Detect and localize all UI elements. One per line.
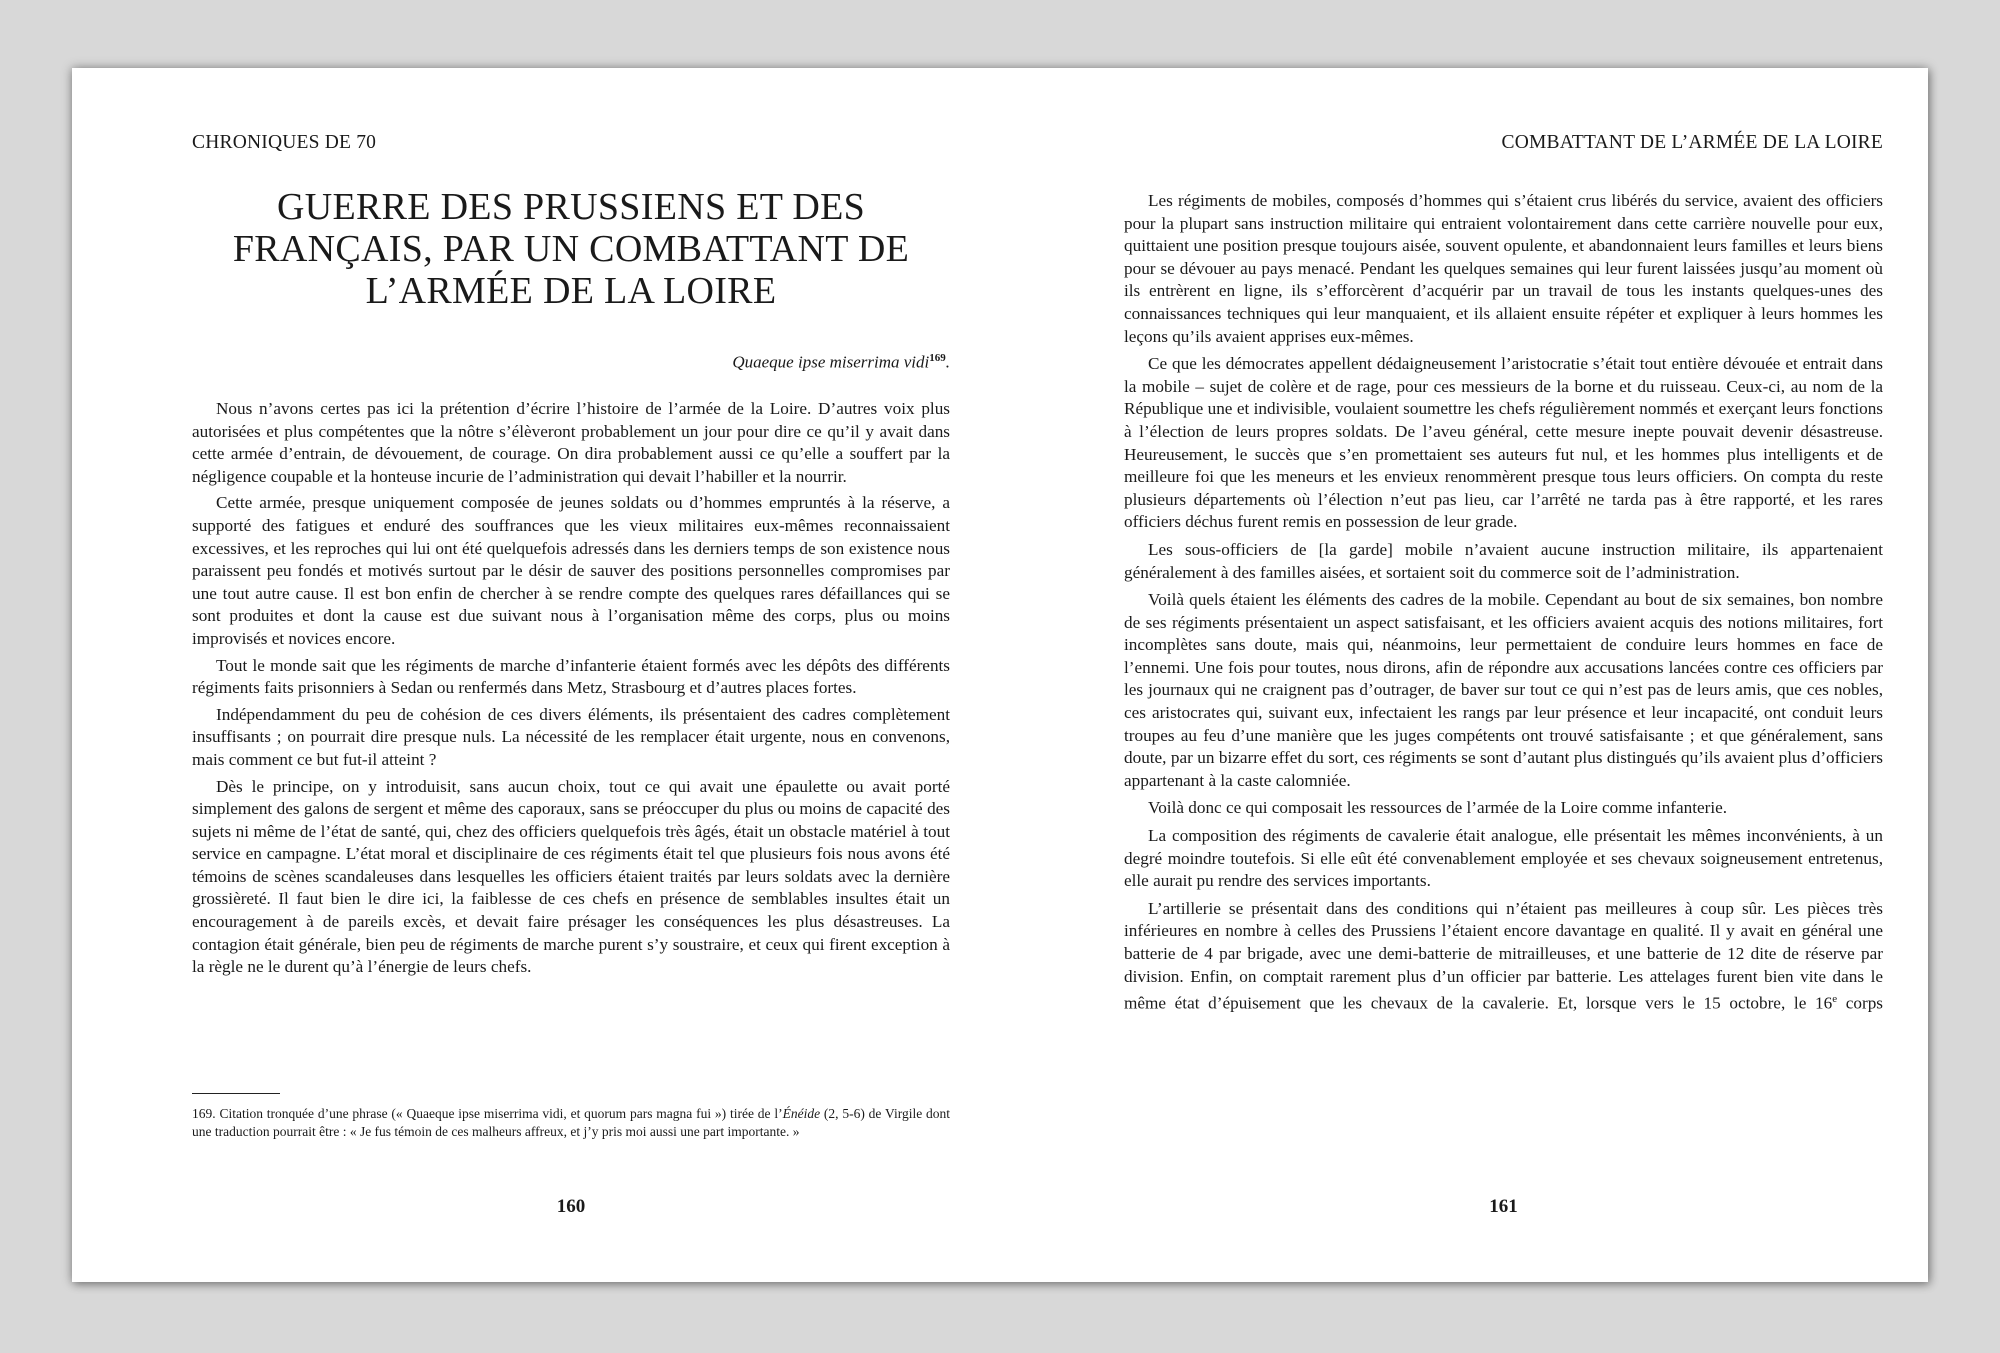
left-page bbox=[192, 68, 950, 1282]
paragraph-text: L’artillerie se présentait dans des conditions qui n’étaient pas meilleures à coup sûr. Les pièces très inférieures en nombre à celles des Prussiens l’étaient encore davantage en qualité. Il y avait en général une batterie de 4 par brigade, avec une demi-batterie de mitrailleuses, et une batterie de 12 dite de réserve par division. Enfin, on comptait rarement plus d’un officier par batterie. Les attelages furent bien vite dans le même état d’épuisement que les chevaux de la cavalerie. Et, lorsque vers le 15 octobre, le 16 bbox=[1124, 898, 1883, 1013]
right-body-text bbox=[1124, 190, 1883, 1021]
paragraph: Les régiments de mobiles, composés d’hommes qui s’étaient crus libérés du service, avaient des officiers pour la plupart sans instruction militaire qui entraient volontairement dans cette carrière nouvelle pour eux, quittaient une position presque toujours aisée, souvent opulente, et abandonnaient leurs familles et leurs biens pour se dévouer au pays menacé. Pendant les quelques semaines qui leur furent laissées jusqu’au moment où ils entrèrent en ligne, ils s’efforcèrent d’acquérir par un travail de tous les instants quelques-unes des connaissances techniques qui leur manquaient, et ils allaient ensuite répéter et expliquer à leurs hommes les leçons qu’ils avaient apprises eux-mêmes. bbox=[1124, 191, 1883, 346]
right-page bbox=[1124, 68, 1883, 1282]
chapter-title-line: L’ARMÉE DE LA LOIRE bbox=[365, 270, 777, 312]
paragraph: La composition des régiments de cavalerie était analogue, elle présentait les mêmes inconvénients, à un degré moindre toutefois. Si elle eût été convenablement employée et ses chevaux soigneusement entretenus, elle aurait pu rendre des services importants. bbox=[1124, 826, 1883, 891]
chapter-title-line: FRANÇAIS, PAR UN COMBATTANT DE bbox=[232, 228, 910, 270]
running-head-left: CHRONIQUES DE 70 bbox=[192, 132, 377, 153]
superscript: e bbox=[1832, 993, 1838, 1006]
epigraph bbox=[732, 352, 950, 373]
epigraph-text: Quaeque ipse miserrima vidi bbox=[732, 352, 930, 372]
paragraph: Voilà quels étaient les éléments des cadres de la mobile. Cependant au bout de six semaines, bon nombre de ses régiments présentaient un aspect satisfaisant, et les officiers avaient acquis des notions militaires, fort incomplètes sans doute, mais qui, néanmoins, leur permettaient de conduire leurs hommes en face de l’ennemi. Une fois pour toutes, nous dirons, afin de répondre aux accusations lancées contre ces officiers par les journaux qui ne craignent pas d’outrager, de baver sur tout ce qui n’est pas de leurs amis, que ces nobles, ces aristocrates qui, suivant eux, infectaient les rangs par leur présence et leur incapacité, ont conduit leurs troupes au feu d’une manière que les juges compétents ont trouvé satisfaisante ; et que généralement, sans doute, par un bizarre effet du sort, ces régiments se sont d’autant plus distingués qu’ils avaient plus d’officiers appartenant à la caste calomniée. bbox=[1124, 590, 1883, 790]
page-number-right: 161 bbox=[1489, 1196, 1518, 1217]
paragraph: Indépendamment du peu de cohésion de ces divers éléments, ils présentaient des cadres complètement insuffisants ; on pourrait dire presque nuls. La nécessité de les remplacer était urgente, nous en convenons, mais comment ce but fut-il atteint ? bbox=[192, 704, 950, 769]
footnote bbox=[192, 1105, 950, 1141]
footnote-text: 169. Citation tronquée d’une phrase (« Quaeque ipse miserrima vidi, et quorum pars magna fui ») tirée de l’ bbox=[192, 1106, 783, 1121]
footnote-divider bbox=[192, 1093, 280, 1094]
paragraph: Nous n’avons certes pas ici la prétention d’écrire l’histoire de l’armée de la Loire. D’autres voix plus autorisées et plus compétentes que la nôtre s’élèveront probablement un jour pour dire ce qu’il y avait dans cette armée d’entrain, de dévouement, de courage. On dira probablement aussi ce qu’elle a souffert par la négligence coupable et la honteuse incurie de l’administration qui devait l’habiller et la nourrir. bbox=[192, 399, 950, 486]
book-spread bbox=[72, 68, 1928, 1282]
paragraph: Cette armée, presque uniquement composée de jeunes soldats ou d’hommes empruntés à la réserve, a supporté des fatigues et enduré des souffrances que les vieux militaires eux-mêmes reconnaissaient excessives, et les reproches qui lui ont été quelquefois adressés dans les derniers temps de son existence nous paraissent peu fondés et motivés surtout par le désir de sauver des positions personnelles compromises par une tout autre cause. Il est bon enfin de chercher à se rendre compte des quelques rares défaillances qui se sont produites et dont la cause est due suivant nous à l’organisation même des corps, plus ou moins improvisés et novices encore. bbox=[192, 493, 950, 648]
footnote-italic: Énéide bbox=[782, 1106, 821, 1121]
paragraph: Tout le monde sait que les régiments de marche d’infanterie étaient formés avec les dépôts des différents régiments faits prisonniers à Sedan ou renfermés dans Metz, Strasbourg et d’autres places fortes. bbox=[192, 655, 950, 698]
page-number-left: 160 bbox=[556, 1196, 586, 1217]
paragraph-last bbox=[1124, 898, 1883, 1016]
paragraph: Voilà donc ce qui composait les ressources de l’armée de la Loire comme infanterie. bbox=[1148, 798, 1728, 818]
paragraph: Ce que les démocrates appellent dédaigneusement l’aristocratie s’était tout entière dévouée et entrait dans la mobile – sujet de colère et de rage, pour ces messieurs de la borne et du ruisseau. Ceux-ci, au nom de la République une et indivisible, voulaient soumettre les chefs régulièrement nommés et exerçant leurs fonctions à l’élection de leurs propres soldats. De l’aveu général, cette mesure inepte pouvait devenir désastreuse. Heureusement, le succès que s’en promettaient ses auteurs fut nul, et les hommes plus intelligents et de meilleure foi que les meneurs et les envieux renommèrent presque tous leurs officiers. On compta du reste plusieurs départements où l’élection n’eut pas lieu, car l’arrêté ne tarda pas à être rapporté, et les rares officiers déchus furent remis en possession de leur grade. bbox=[1124, 354, 1883, 532]
left-body-text bbox=[192, 398, 950, 983]
chapter-title bbox=[192, 186, 950, 312]
paragraph: Les sous-officiers de [la garde] mobile n’avaient aucune instruction militaire, ils appartenaient généralement à des familles aisées, et sortaient soit du commerce soit de l’administration. bbox=[1124, 539, 1883, 582]
paragraph: Dès le principe, on y introduisit, sans aucun choix, tout ce qui avait une épaulette ou avait porté simplement des galons de sergent et même des caporaux, sans se préoccuper du plus ou moins de capacité des sujets ni même de l’état de santé, qui, chez des officiers quelquefois très âgés, était un obstacle matériel à tout service en campagne. L’état moral et disciplinaire de ces régiments était tel que plusieurs fois nous avons été témoins de scènes scandaleuses dans lesquelles les officiers étaient traités par leurs soldats avec la dernière grossièreté. Il faut bien le dire ici, la faiblesse de ces chefs en présence de semblables insultes était un encouragement à de pareils excès, et devait faire présager les conséquences les plus désastreuses. La contagion était générale, bien peu de régiments de marche purent s’y soustraire, et ceux qui firent exception à la règle ne le durent qu’à l’énergie de leurs chefs. bbox=[192, 776, 950, 977]
running-head-right: COMBATTANT DE L’ARMÉE DE LA LOIRE bbox=[1501, 132, 1883, 153]
footnote-text-tail: (2, 5-6) de Virgile dont une traduction pourrait être : « Je fus témoin de ces malheurs affreux, et j’y pris moi aussi une part importante. » bbox=[192, 1106, 951, 1139]
chapter-title-line: GUERRE DES PRUSSIENS ET DES bbox=[276, 186, 866, 228]
paragraph-tail: corps bbox=[1837, 993, 1883, 1013]
footnote-ref[interactable]: 169 bbox=[929, 352, 946, 364]
epigraph-tail: . bbox=[945, 352, 950, 372]
